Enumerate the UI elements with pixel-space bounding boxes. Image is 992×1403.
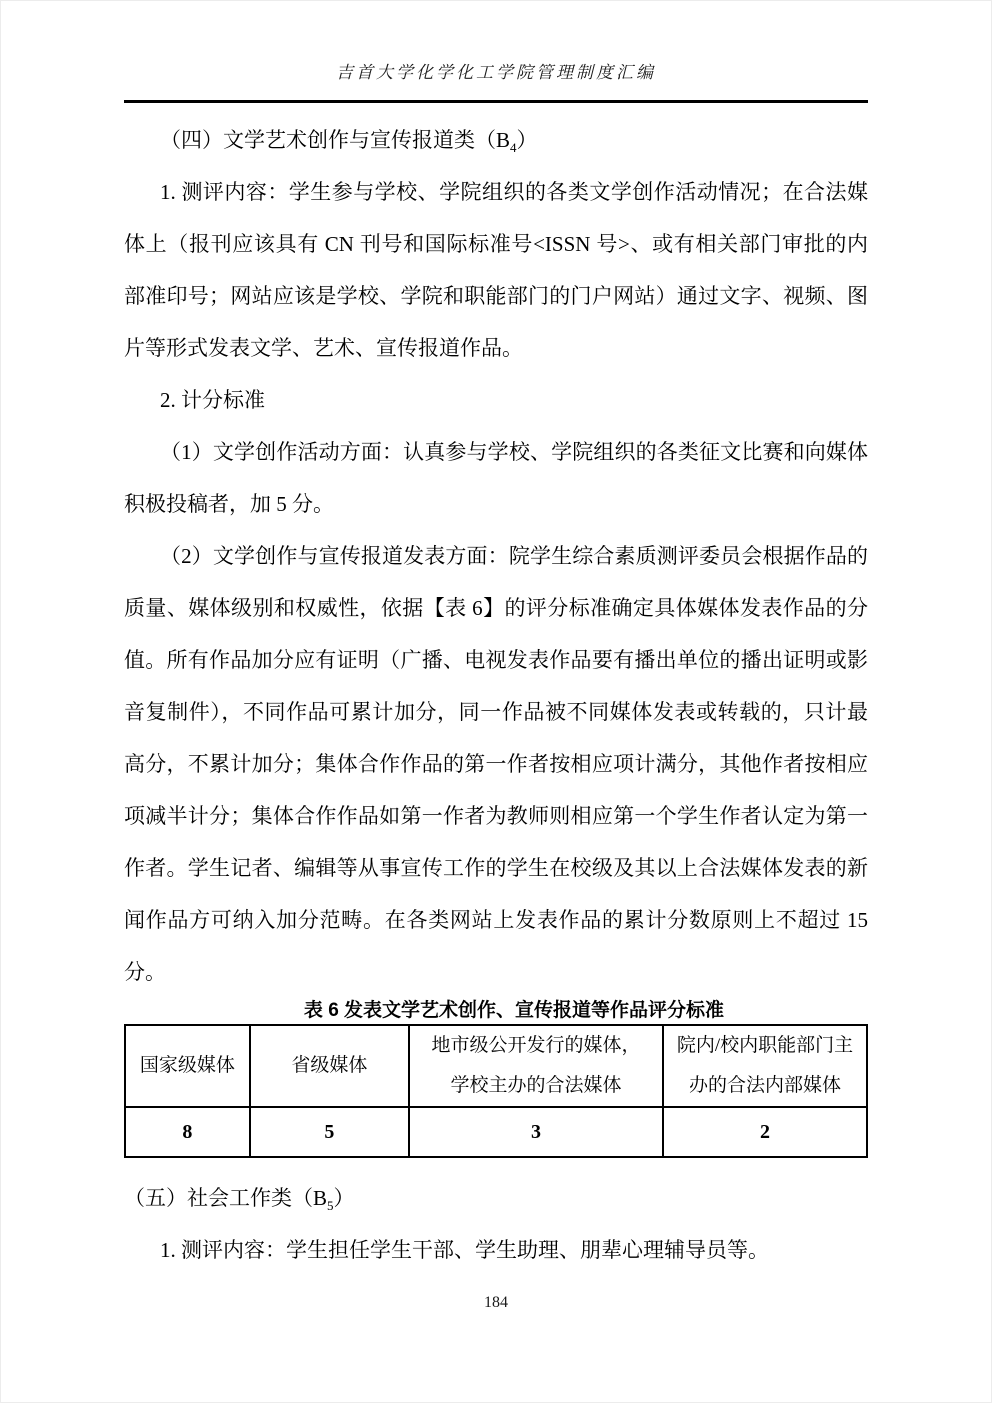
table6-header-cell-municipal: 地市级公开发行的媒体，学校主办的合法媒体 bbox=[409, 1025, 663, 1107]
section-heading-b5-subscript: 5 bbox=[327, 1198, 334, 1214]
section-heading-b4-close: ） bbox=[516, 128, 538, 152]
table6-value-cell-municipal: 3 bbox=[409, 1107, 663, 1157]
page-number: 184 bbox=[484, 1294, 508, 1311]
table6-header-cell-provincial: 省级媒体 bbox=[250, 1025, 410, 1107]
section-heading-b4-subscript: 4 bbox=[510, 140, 517, 156]
paragraph-scoring-item-2: （2）文学创作与宣传报道发表方面：院学生综合素质测评委员会根据作品的质量、媒体级别和权威性，依据【表 6】的评分标准确定具体媒体发表作品的分值。所有作品加分应有证明（广播、电视发表作品要有播出单位的播出证明或影音复制件），不同作品可累计加分，同一作品被不同媒体发表或转载的，只计最高分，不累计加分；集体合作作品的第一作者按相应项计满分，其他作者按相应项减半计分；集体合作作品如第一作者为教师则相应第一个学生作者认定为第一作者。学生记者、编辑等从事宣传工作的学生在校级及其以上合法媒体发表的新闻作品方可纳入加分范畴。在各类网站上发表作品的累计分数原则上不超过 15 分。 bbox=[124, 544, 868, 984]
table6-value-cell-national: 8 bbox=[125, 1107, 250, 1157]
table6-score-table bbox=[124, 1024, 868, 1158]
paragraph-assessment-content-b5: 1. 测评内容：学生担任学生干部、学生助理、朋辈心理辅导员等。 bbox=[160, 1238, 769, 1262]
table6-header-cell-internal: 院内/校内职能部门主办的合法内部媒体 bbox=[663, 1025, 867, 1107]
table6-value-cell-provincial: 5 bbox=[250, 1107, 410, 1157]
section-heading-b5 bbox=[124, 1172, 868, 1224]
running-header-title: 吉首大学化学化工学院管理制度汇编 bbox=[336, 63, 656, 82]
header-divider-rule bbox=[124, 100, 868, 103]
section-heading-b4 bbox=[124, 114, 868, 166]
section-heading-b5-text: （五）社会工作类（B bbox=[124, 1186, 328, 1210]
paragraph-assessment-content-b4: 1. 测评内容：学生参与学校、学院组织的各类文学创作活动情况；在合法媒体上（报刊应该具有 CN 刊号和国际标准号<ISSN 号>、或有相关部门审批的内部准印号；网站应该是学校、学院和职能部门的门户网站）通过文字、视频、图片等形式发表文学、艺术、宣传报道作品。 bbox=[124, 180, 868, 360]
table6-value-row bbox=[125, 1107, 867, 1157]
table6-header-row bbox=[125, 1025, 867, 1107]
paragraph-scoring-standard-label: 2. 计分标准 bbox=[160, 388, 265, 412]
document-body bbox=[124, 114, 868, 1276]
table6-caption: 表 6 发表文学艺术创作、宣传报道等作品评分标准 bbox=[303, 1000, 725, 1021]
table6-value-cell-internal: 2 bbox=[663, 1107, 867, 1157]
table6-header-cell-national: 国家级媒体 bbox=[125, 1025, 250, 1107]
paragraph-scoring-item-1: （1）文学创作活动方面：认真参与学校、学院组织的各类征文比赛和向媒体积极投稿者，加 5 分。 bbox=[124, 440, 868, 516]
section-heading-b4-text: （四）文学艺术创作与宣传报道类（B bbox=[160, 128, 511, 152]
section-heading-b5-close: ） bbox=[333, 1186, 355, 1210]
